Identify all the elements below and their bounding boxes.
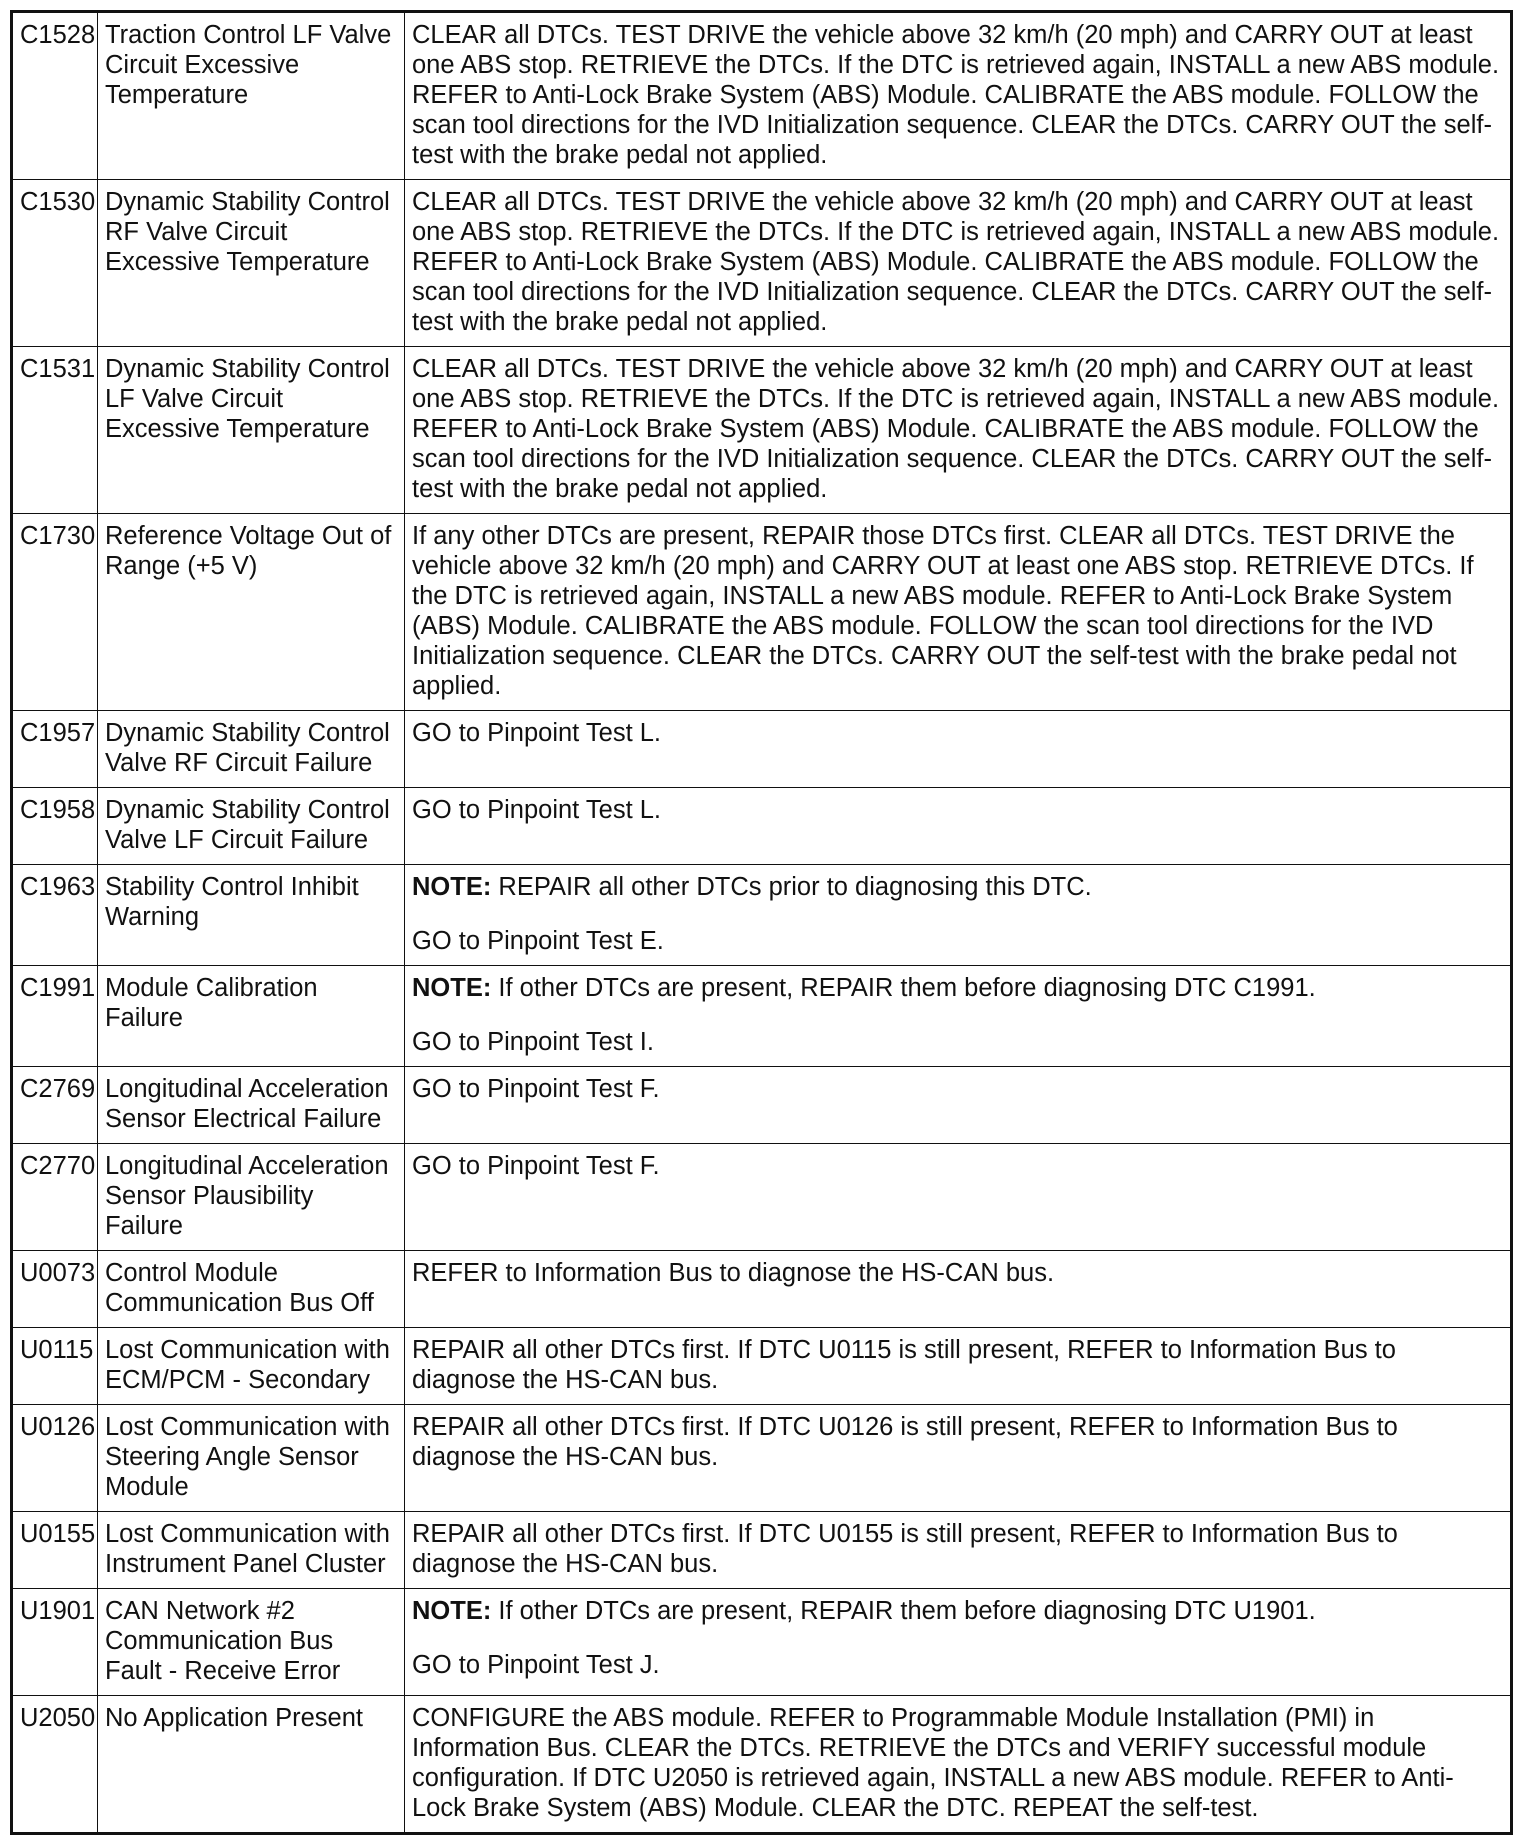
dtc-description: Lost Communication with ECM/PCM - Secondary xyxy=(98,1328,405,1405)
action-text: CONFIGURE the ABS module. REFER to Programmable Module Installation (PMI) in Information Bus. CLEAR the DTCs. RETRIEVE the DTCs and VERIFY successful module configuration. If DTC U2050 is retrieved again, INSTALL a new ABS module. REFER to Anti-Lock Brake System (ABS) Module. CLEAR the DTC. REPEAT the self-test. xyxy=(412,1704,1454,1822)
note-text: If other DTCs are present, REPAIR them before diagnosing DTC U1901. xyxy=(491,1597,1316,1625)
table-row xyxy=(12,12,1512,180)
dtc-description: Dynamic Stability Control Valve LF Circuit Failure xyxy=(98,788,405,865)
note-label: NOTE: xyxy=(412,1597,492,1625)
dtc-description: Longitudinal Acceleration Sensor Plausibility Failure xyxy=(98,1144,405,1251)
action-note xyxy=(412,973,1502,1003)
dtc-table-body xyxy=(12,12,1512,1834)
dtc-code: C1957 xyxy=(12,711,98,788)
dtc-description: Reference Voltage Out of Range (+5 V) xyxy=(98,514,405,711)
table-row xyxy=(12,347,1512,514)
action-text: GO to Pinpoint Test L. xyxy=(412,719,661,747)
dtc-description: Stability Control Inhibit Warning xyxy=(98,865,405,966)
action-text: GO to Pinpoint Test F. xyxy=(412,1075,660,1103)
dtc-description: Longitudinal Acceleration Sensor Electrical Failure xyxy=(98,1067,405,1144)
dtc-description: Control Module Communication Bus Off xyxy=(98,1251,405,1328)
dtc-code: C1991 xyxy=(12,966,98,1067)
dtc-code: C1963 xyxy=(12,865,98,966)
dtc-code: C2770 xyxy=(12,1144,98,1251)
dtc-code: C1730 xyxy=(12,514,98,711)
dtc-action xyxy=(405,1696,1512,1834)
table-row xyxy=(12,1405,1512,1512)
dtc-code: U0155 xyxy=(12,1512,98,1589)
table-row xyxy=(12,1589,1512,1696)
action-text: REPAIR all other DTCs first. If DTC U0155 is still present, REFER to Information Bus to diagnose the HS-CAN bus. xyxy=(412,1520,1398,1578)
action-text: GO to Pinpoint Test E. xyxy=(412,927,664,955)
dtc-code: U2050 xyxy=(12,1696,98,1834)
dtc-code: C1531 xyxy=(12,347,98,514)
table-row xyxy=(12,514,1512,711)
dtc-action xyxy=(405,1144,1512,1251)
table-row xyxy=(12,180,1512,347)
table-row xyxy=(12,865,1512,966)
dtc-action xyxy=(405,966,1512,1067)
dtc-action xyxy=(405,711,1512,788)
action-text: GO to Pinpoint Test F. xyxy=(412,1152,660,1180)
note-text: If other DTCs are present, REPAIR them before diagnosing DTC C1991. xyxy=(491,974,1316,1002)
dtc-description: Dynamic Stability Control RF Valve Circuit Excessive Temperature xyxy=(98,180,405,347)
table-row xyxy=(12,1696,1512,1834)
dtc-table xyxy=(10,10,1513,1835)
dtc-description: Traction Control LF Valve Circuit Excessive Temperature xyxy=(98,12,405,180)
dtc-action xyxy=(405,347,1512,514)
note-label: NOTE: xyxy=(412,974,492,1002)
dtc-code: U0126 xyxy=(12,1405,98,1512)
dtc-action xyxy=(405,1589,1512,1696)
document-page xyxy=(10,10,1510,1835)
dtc-description: Lost Communication with Instrument Panel Cluster xyxy=(98,1512,405,1589)
dtc-action xyxy=(405,1512,1512,1589)
table-row xyxy=(12,1067,1512,1144)
table-row xyxy=(12,1144,1512,1251)
table-row xyxy=(12,966,1512,1067)
dtc-action xyxy=(405,1405,1512,1512)
dtc-code: C1528 xyxy=(12,12,98,180)
dtc-action xyxy=(405,1067,1512,1144)
note-text: REPAIR all other DTCs prior to diagnosing this DTC. xyxy=(491,873,1092,901)
table-row xyxy=(12,711,1512,788)
action-text: REPAIR all other DTCs first. If DTC U0126 is still present, REFER to Information Bus to diagnose the HS-CAN bus. xyxy=(412,1413,1398,1471)
note-label: NOTE: xyxy=(412,873,492,901)
dtc-action xyxy=(405,12,1512,180)
dtc-action xyxy=(405,1328,1512,1405)
action-text: REPAIR all other DTCs first. If DTC U0115 is still present, REFER to Information Bus to diagnose the HS-CAN bus. xyxy=(412,1336,1396,1394)
dtc-description: Dynamic Stability Control LF Valve Circuit Excessive Temperature xyxy=(98,347,405,514)
dtc-action xyxy=(405,788,1512,865)
action-text: If any other DTCs are present, REPAIR those DTCs first. CLEAR all DTCs. TEST DRIVE the vehicle above 32 km/h (20 mph) and CARRY OUT at least one ABS stop. RETRIEVE DTCs. If the DTC is retrieved again, INSTALL a new ABS module. REFER to Anti-Lock Brake System (ABS) Module. CALIBRATE the ABS module. FOLLOW the scan tool directions for the IVD Initialization sequence. CLEAR the DTCs. CARRY OUT the self-test with the brake pedal not applied. xyxy=(412,522,1474,700)
dtc-action xyxy=(405,1251,1512,1328)
action-text: GO to Pinpoint Test J. xyxy=(412,1651,660,1679)
table-row xyxy=(12,1328,1512,1405)
action-text: CLEAR all DTCs. TEST DRIVE the vehicle above 32 km/h (20 mph) and CARRY OUT at least one ABS stop. RETRIEVE the DTCs. If the DTC is retrieved again, INSTALL a new ABS module. REFER to Anti-Lock Brake System (ABS) Module. CALIBRATE the ABS module. FOLLOW the scan tool directions for the IVD Initialization sequence. CLEAR the DTCs. CARRY OUT the self-test with the brake pedal not applied. xyxy=(412,188,1500,336)
table-row xyxy=(12,1512,1512,1589)
dtc-action xyxy=(405,514,1512,711)
dtc-description: Lost Communication with Steering Angle Sensor Module xyxy=(98,1405,405,1512)
dtc-description: Dynamic Stability Control Valve RF Circuit Failure xyxy=(98,711,405,788)
action-text: CLEAR all DTCs. TEST DRIVE the vehicle above 32 km/h (20 mph) and CARRY OUT at least one ABS stop. RETRIEVE the DTCs. If the DTC is retrieved again, INSTALL a new ABS module. REFER to Anti-Lock Brake System (ABS) Module. CALIBRATE the ABS module. FOLLOW the scan tool directions for the IVD Initialization sequence. CLEAR the DTCs. CARRY OUT the self-test with the brake pedal not applied. xyxy=(412,355,1500,503)
dtc-description: Module Calibration Failure xyxy=(98,966,405,1067)
action-text: GO to Pinpoint Test L. xyxy=(412,796,661,824)
dtc-code: C1958 xyxy=(12,788,98,865)
table-row xyxy=(12,1251,1512,1328)
dtc-code: U1901 xyxy=(12,1589,98,1696)
dtc-code: C2769 xyxy=(12,1067,98,1144)
dtc-action xyxy=(405,865,1512,966)
dtc-code: U0073 xyxy=(12,1251,98,1328)
action-text: CLEAR all DTCs. TEST DRIVE the vehicle above 32 km/h (20 mph) and CARRY OUT at least one ABS stop. RETRIEVE the DTCs. If the DTC is retrieved again, INSTALL a new ABS module. REFER to Anti-Lock Brake System (ABS) Module. CALIBRATE the ABS module. FOLLOW the scan tool directions for the IVD Initialization sequence. CLEAR the DTCs. CARRY OUT the self-test with the brake pedal not applied. xyxy=(412,21,1500,169)
dtc-code: U0115 xyxy=(12,1328,98,1405)
action-note xyxy=(412,872,1502,902)
dtc-code: C1530 xyxy=(12,180,98,347)
action-text: GO to Pinpoint Test I. xyxy=(412,1028,654,1056)
dtc-description: No Application Present xyxy=(98,1696,405,1834)
action-note xyxy=(412,1596,1502,1626)
dtc-description: CAN Network #2 Communication Bus Fault - Receive Error xyxy=(98,1589,405,1696)
table-row xyxy=(12,788,1512,865)
action-text: REFER to Information Bus to diagnose the HS-CAN bus. xyxy=(412,1259,1055,1287)
dtc-action xyxy=(405,180,1512,347)
